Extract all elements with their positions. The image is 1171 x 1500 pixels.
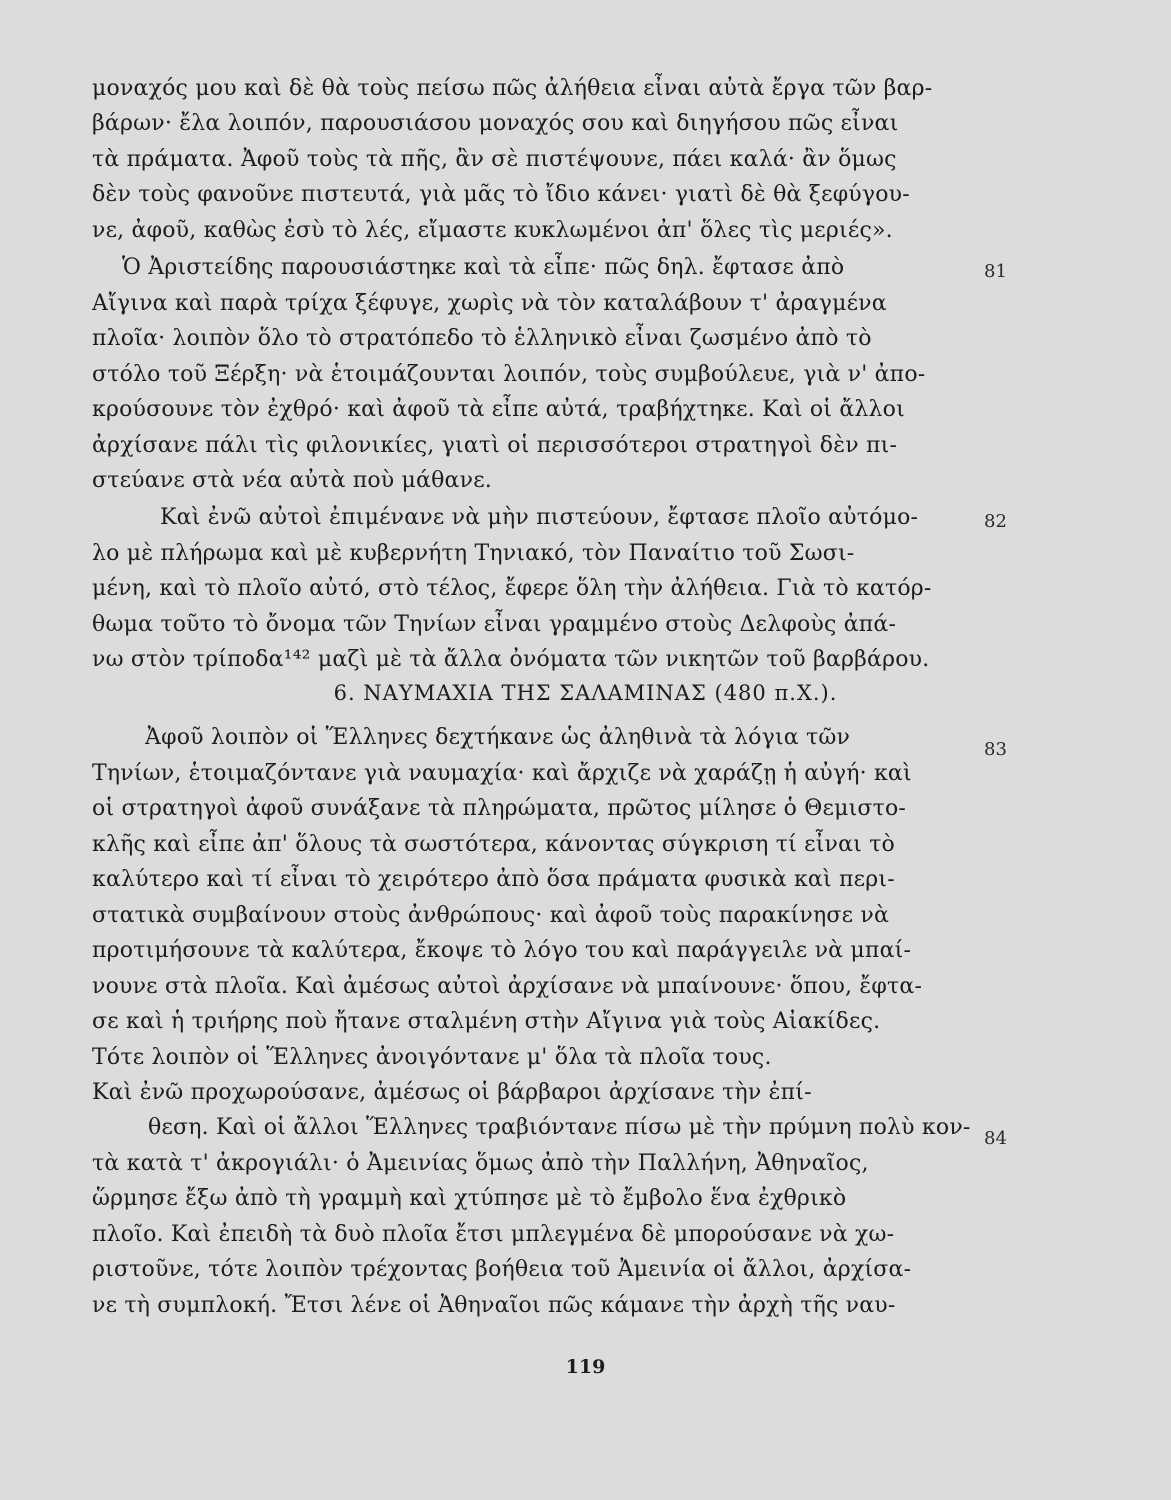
text-line: δὲν τοὺς φανοῦνε πιστευτά, γιὰ μᾶς τὸ ἴδιο κάνει· γιατὶ δὲ θὰ ξεφύγου-	[92, 182, 910, 207]
text-line: Τότε λοιπὸν οἱ Ἕλληνες ἀνοιγόντανε μ' ὅλα τὰ πλοῖα τους.	[92, 1045, 772, 1070]
text-line: σε καὶ ἡ τριήρης ποὺ ἤτανε σταλμένη στὴν Αἴγινα γιὰ τοὺς Αἰακίδες.	[92, 1009, 881, 1034]
text-line: μοναχός μου καὶ δὲ θὰ τοὺς πείσω πῶς ἀλήθεια εἶναι αὐτὰ ἔργα τῶν βαρ-	[92, 76, 933, 101]
text-line: στατικὰ συμβαίνουν στοὺς ἀνθρώπους· καὶ ἀφοῦ τοὺς παρακίνησε νὰ	[92, 903, 890, 928]
text-line: βάρων· ἔλα λοιπόν, παρουσιάσου μοναχός σου καὶ διηγήσου πῶς εἶναι	[92, 111, 899, 136]
text-line: πλοῖα· λοιπὸν ὅλο τὸ στρατόπεδο τὸ ἑλληνικὸ εἶναι ζωσμένο ἀπὸ τὸ	[92, 326, 872, 351]
margin-number: 82	[984, 511, 1007, 532]
text-line: Καὶ ἐνῶ αὐτοὶ ἐπιμένανε νὰ μὴν πιστεύουν, ἔφτασε πλοῖο αὐτόμο-	[160, 505, 919, 530]
margin-number: 84	[984, 1128, 1007, 1149]
text-line: Ἀφοῦ λοιπὸν οἱ Ἕλληνες δεχτήκανε ὡς ἀληθινὰ τὰ λόγια τῶν	[145, 725, 851, 750]
text-line: πλοῖο. Καὶ ἐπειδὴ τὰ δυὸ πλοῖα ἔτσι μπλεγμένα δὲ μπορούσανε νὰ χω-	[92, 1222, 895, 1247]
text-line: Τηνίων, ἑτοιμαζόντανε γιὰ ναυμαχία· καὶ ἄρχιζε νὰ χαράζῃ ἡ αὐγή· καὶ	[92, 761, 912, 786]
text-line: ριστοῦνε, τότε λοιπὸν τρέχοντας βοήθεια τοῦ Ἀμεινία οἱ ἄλλοι, ἀρχίσα-	[92, 1257, 912, 1282]
text-line: ὥρμησε ἔξω ἀπὸ τὴ γραμμὴ καὶ χτύπησε μὲ τὸ ἔμβολο ἕνα ἐχθρικὸ	[92, 1186, 847, 1211]
text-line: κλῆς καὶ εἶπε ἀπ' ὅλους τὰ σωστότερα, κάνοντας σύγκριση τί εἶναι τὸ	[92, 832, 895, 857]
text-line: οἱ στρατηγοὶ ἀφοῦ συνάξανε τὰ πληρώματα, πρῶτος μίλησε ὁ Θεμιστο-	[92, 796, 907, 821]
text-line: στόλο τοῦ Ξέρξη· νὰ ἑτοιμάζουνται λοιπόν, τοὺς συμβούλευε, γιὰ ν' ἀπο-	[92, 362, 926, 387]
text-line	[92, 1324, 974, 1358]
margin-number: 83	[984, 739, 1007, 760]
text-line: νε, ἀφοῦ, καθὼς ἐσὺ τὸ λές, εἴμαστε κυκλωμένοι ἀπ' ὅλες τὶς μεριές».	[92, 218, 893, 243]
text-line: προτιμήσουνε τὰ καλύτερα, ἔκοψε τὸ λόγο του καὶ παράγγειλε νὰ μπαί-	[92, 938, 912, 963]
text-line: τὰ κατὰ τ' ἀκρογιάλι· ὁ Ἀμεινίας ὅμως ἀπὸ τὴν Παλλήνη, Ἀθηναῖος,	[92, 1151, 869, 1176]
text-line: λο μὲ πλήρωμα καὶ μὲ κυβερνήτη Τηνιακό, τὸν Παναίτιο τοῦ Σωσι-	[92, 541, 855, 566]
text-line: κρούσουνε τὸν ἐχθρό· καὶ ἀφοῦ τὰ εἶπε αὐτά, τραβήχτηκε. Καὶ οἱ ἄλλοι	[92, 397, 905, 422]
text-line: στεύανε στὰ νέα αὐτὰ ποὺ μάθανε.	[92, 468, 492, 493]
text-line: Καὶ ἐνῶ προχωρούσανε, ἀμέσως οἱ βάρβαροι ἀρχίσανε τὴν ἐπί-	[92, 1080, 812, 1105]
margin-number: 81	[984, 261, 1007, 282]
text-line: Ὁ Ἀριστείδης παρουσιάστηκε καὶ τὰ εἶπε· πῶς δηλ. ἔφτασε ἀπὸ	[122, 255, 845, 280]
text-line: τὰ πράματα. Ἀφοῦ τοὺς τὰ πῆς, ἂν σὲ πιστέψουνε, πάει καλά· ἂν ὅμως	[92, 147, 897, 172]
text-line: ἀρχίσανε πάλι τὶς φιλονικίες, γιατὶ οἱ περισσότεροι στρατηγοὶ δὲν πι-	[92, 433, 898, 458]
text-line: θωμα τοῦτο τὸ ὄνομα τῶν Τηνίων εἶναι γραμμένο στοὺς Δελφοὺς ἀπά-	[92, 612, 897, 637]
text-line: νε τὴ συμπλοκή. Ἔτσι λένε οἱ Ἀθηναῖοι πῶς κάμανε τὴν ἀρχὴ τῆς ναυ-	[92, 1293, 896, 1318]
page-number: 119	[565, 1356, 606, 1378]
text-line: νω στὸν τρίποδα¹⁴² μαζὶ μὲ τὰ ἄλλα ὀνόματα τῶν νικητῶν τοῦ βαρβάρου.	[92, 647, 930, 672]
text-line: νουνε στὰ πλοῖα. Καὶ ἀμέσως αὐτοὶ ἀρχίσανε νὰ μπαίνουνε· ὅπου, ἔφτα-	[92, 974, 923, 999]
text-line: μένη, καὶ τὸ πλοῖο αὐτό, στὸ τέλος, ἔφερε ὅλη τὴν ἀλήθεια. Γιὰ τὸ κατόρ-	[92, 576, 932, 601]
text-line: θεση. Καὶ οἱ ἄλλοι Ἕλληνες τραβιόντανε πίσω μὲ τὴν πρύμνη πολὺ κον-	[148, 1115, 971, 1140]
text-line: Αἴγινα καὶ παρὰ τρίχα ξέφυγε, χωρὶς νὰ τὸν καταλάβουν τ' ἀραγμένα	[92, 291, 887, 316]
text-line: καλύτερο καὶ τί εἶναι τὸ χειρότερο ἀπὸ ὅσα πράματα φυσικὰ καὶ περι-	[92, 867, 895, 892]
section-heading: 6. ΝΑΥΜΑΧΙΑ ΤΗΣ ΣΑΛΑΜΙΝΑΣ (480 π.Χ.).	[333, 681, 838, 705]
